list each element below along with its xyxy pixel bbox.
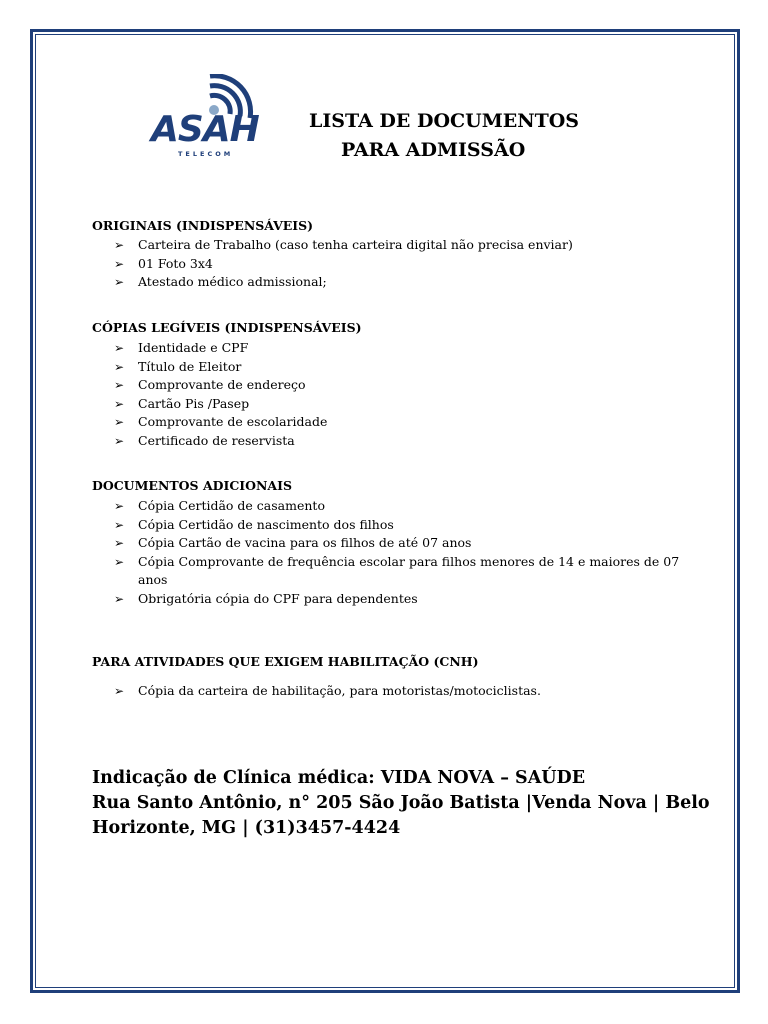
list-originais: [114, 236, 573, 292]
list-item: ➢ Certificado de reservista: [114, 432, 327, 451]
arrow-bullet-icon: ➢: [114, 517, 125, 532]
list-item: ➢ Obrigatória cópia do CPF para dependentes: [114, 590, 690, 609]
list-item: ➢ Cópia da carteira de habilitação, para motoristas/motociclistas.: [114, 682, 541, 701]
arrow-bullet-icon: ➢: [114, 591, 125, 606]
list-item: ➢ Cópia Certidão de casamento: [114, 497, 690, 516]
arrow-bullet-icon: ➢: [114, 415, 125, 429]
section-heading-copias: CÓPIAS LEGÍVEIS (INDISPENSÁVEIS): [92, 320, 362, 335]
arrow-bullet-icon: ➢: [114, 433, 125, 448]
list-copias: [114, 339, 327, 450]
list-item: ➢ Título de Eleitor: [114, 358, 327, 377]
arrow-bullet-icon: ➢: [114, 554, 125, 569]
asah-telecom-logo: [148, 74, 260, 164]
section-heading-adicionais: DOCUMENTOS ADICIONAIS: [92, 478, 293, 493]
logo-wordmark: ASAH: [151, 109, 259, 150]
list-item: ➢ 01 Foto 3x4: [114, 255, 573, 274]
arrow-bullet-icon: ➢: [114, 499, 125, 513]
list-item: ➢ Identidade e CPF: [114, 339, 327, 358]
arrow-bullet-icon: ➢: [114, 536, 125, 550]
clinic-address-line1: Rua Santo Antônio, n° 205 São João Batista |Venda Nova | Belo: [92, 793, 710, 813]
list-item: ➢ Cópia Cartão de vacina para os filhos de até 07 anos: [114, 534, 690, 553]
clinic-info: [92, 766, 712, 841]
list-cnh: [114, 682, 541, 701]
list-item: ➢ Cópia Comprovante de frequência escolar para filhos menores de 14 e maiores de 07 anos: [114, 553, 680, 587]
list-item: ➢ Comprovante de endereço: [114, 376, 327, 395]
list-adicionais: [114, 497, 690, 608]
arrow-bullet-icon: ➢: [114, 684, 125, 698]
arrow-bullet-icon: ➢: [114, 359, 125, 374]
page-title-line1: LISTA DE DOCUMENTOS: [309, 110, 580, 132]
list-item: ➢ Cartão Pis /Pasep: [114, 395, 327, 414]
list-item: ➢ Atestado médico admissional;: [114, 273, 573, 292]
arrow-bullet-icon: ➢: [114, 341, 125, 355]
arrow-bullet-icon: ➢: [114, 256, 125, 271]
arrow-bullet-icon: ➢: [114, 275, 125, 289]
clinic-address-line2: Horizonte, MG | (31)3457-4424: [92, 818, 401, 838]
list-item: ➢ Carteira de Trabalho (caso tenha carteira digital não precisa enviar): [114, 236, 573, 255]
arrow-bullet-icon: ➢: [114, 238, 125, 252]
list-item: ➢ Cópia Certidão de nascimento dos filhos: [114, 516, 690, 535]
section-heading-originais: ORIGINAIS (INDISPENSÁVEIS): [92, 218, 314, 233]
clinic-name: Indicação de Clínica médica: VIDA NOVA – SAÚDE: [92, 768, 586, 788]
section-heading-cnh: PARA ATIVIDADES QUE EXIGEM HABILITAÇÃO (CNH): [92, 654, 479, 669]
logo-subtitle: TELECOM: [178, 150, 234, 158]
page-title-line2: PARA ADMISSÃO: [341, 139, 526, 161]
arrow-bullet-icon: ➢: [114, 396, 125, 411]
arrow-bullet-icon: ➢: [114, 378, 125, 392]
list-item: ➢ Comprovante de escolaridade: [114, 413, 327, 432]
